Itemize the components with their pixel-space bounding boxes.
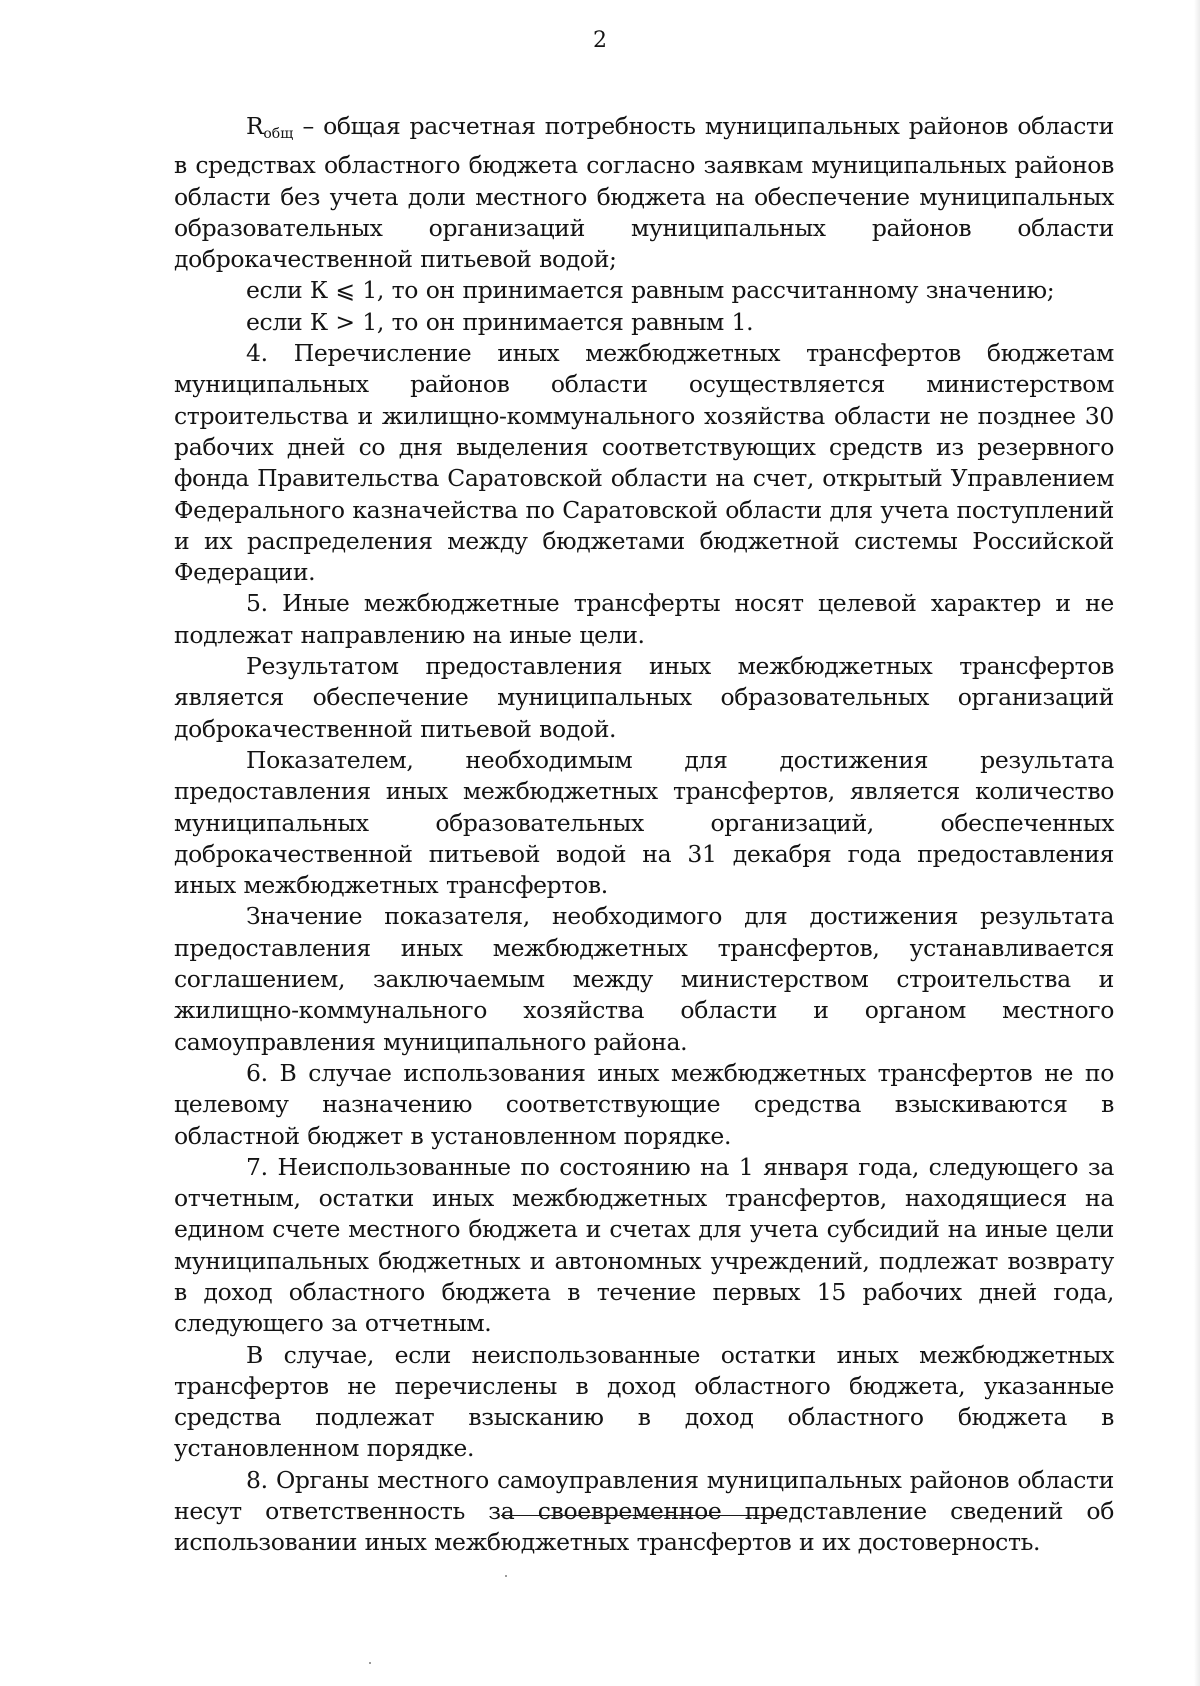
page-number: 2 [593, 28, 607, 53]
clause-7-unused-balances: 7. Неиспользованные по состоянию на 1 января года, следующего за отчетным, остатки иных межбюджетных трансфертов, находящиеся на едином счете местного бюджета и счетах для учета субсидий на иные цели муниципальных бюджетных и автономных учреждений, подлежат возврату в доход областного бюджета в течение первых 15 рабочих дней года, следующего за отчетным. [174, 1152, 1114, 1338]
clause-8-responsibility: 8. Органы местного самоуправления муниципальных районов области несут ответственность за своевременное представление сведений об использовании иных межбюджетных трансфертов и их достоверность. [174, 1465, 1114, 1557]
condition-k-less-equal-one: если К ⩽ 1, то он принимается равным рассчитанному значению; [246, 276, 1055, 305]
scan-speck [505, 1575, 507, 1577]
clause-5-purpose: 5. Иные межбюджетные трансферты носят целевой характер и не подлежат направлению на иные цели. [174, 589, 1114, 649]
unreturned-balances-paragraph: В случае, если неиспользованные остатки иных межбюджетных трансфертов не перечислены в доход областного бюджета, указанные средства подлежат взысканию в доход областного бюджета в установленном порядке. [174, 1340, 1114, 1463]
formula-symbol: R [246, 112, 264, 140]
condition-k-greater-one: если К > 1, то он принимается равным 1. [246, 307, 754, 336]
indicator-paragraph: Показателем, необходимым для достижения результата предоставления иных межбюджетных трансфертов, является количество муниципальных образовательных организаций, обеспеченных доброкачественной питьевой водой на 31 декабря года предоставления иных межбюджетных трансфертов. [174, 745, 1114, 900]
formula-subscript: общ [263, 126, 294, 142]
scan-speck [369, 1662, 371, 1664]
clause-6-misuse: 6. В случае использования иных межбюджетных трансфертов не по целевому назначению соответствующие средства взыскиваются в областной бюджет в установленном порядке. [174, 1058, 1114, 1150]
formula-definition-text: – общая расчетная потребность муниципальных районов области в средствах областного бюджета согласно заявкам муниципальных районов области без учета доли местного бюджета на обеспечение муниципальных образовательных организаций муниципальных районов области доброкачественной питьевой водой; [174, 112, 1114, 274]
indicator-value-paragraph: Значение показателя, необходимого для достижения результата предоставления иных межбюджетных трансфертов, устанавливается соглашением, заключаемым между министерством строительства и жилищно-коммунального хозяйства области и органом местного самоуправления муниципального района. [174, 902, 1114, 1056]
document-body [174, 111, 1114, 1559]
scan-edge-shadow [1194, 0, 1200, 1686]
end-separator-line [501, 1515, 786, 1516]
formula-definition-paragraph [174, 111, 1114, 275]
result-paragraph: Результатом предоставления иных межбюджетных трансфертов является обеспечение муниципальных образовательных организаций доброкачественной питьевой водой. [174, 652, 1114, 743]
clause-4-transfer: 4. Перечисление иных межбюджетных трансфертов бюджетам муниципальных районов области осуществляется министерством строительства и жилищно-коммунального хозяйства области не позднее 30 рабочих дней со дня выделения соответствующих средств из резервного фонда Правительства Саратовской области на счет, открытый Управлением Федерального казначейства по Саратовской области для учета поступлений и их распределения между бюджетами бюджетной системы Российской Федерации. [174, 339, 1114, 587]
